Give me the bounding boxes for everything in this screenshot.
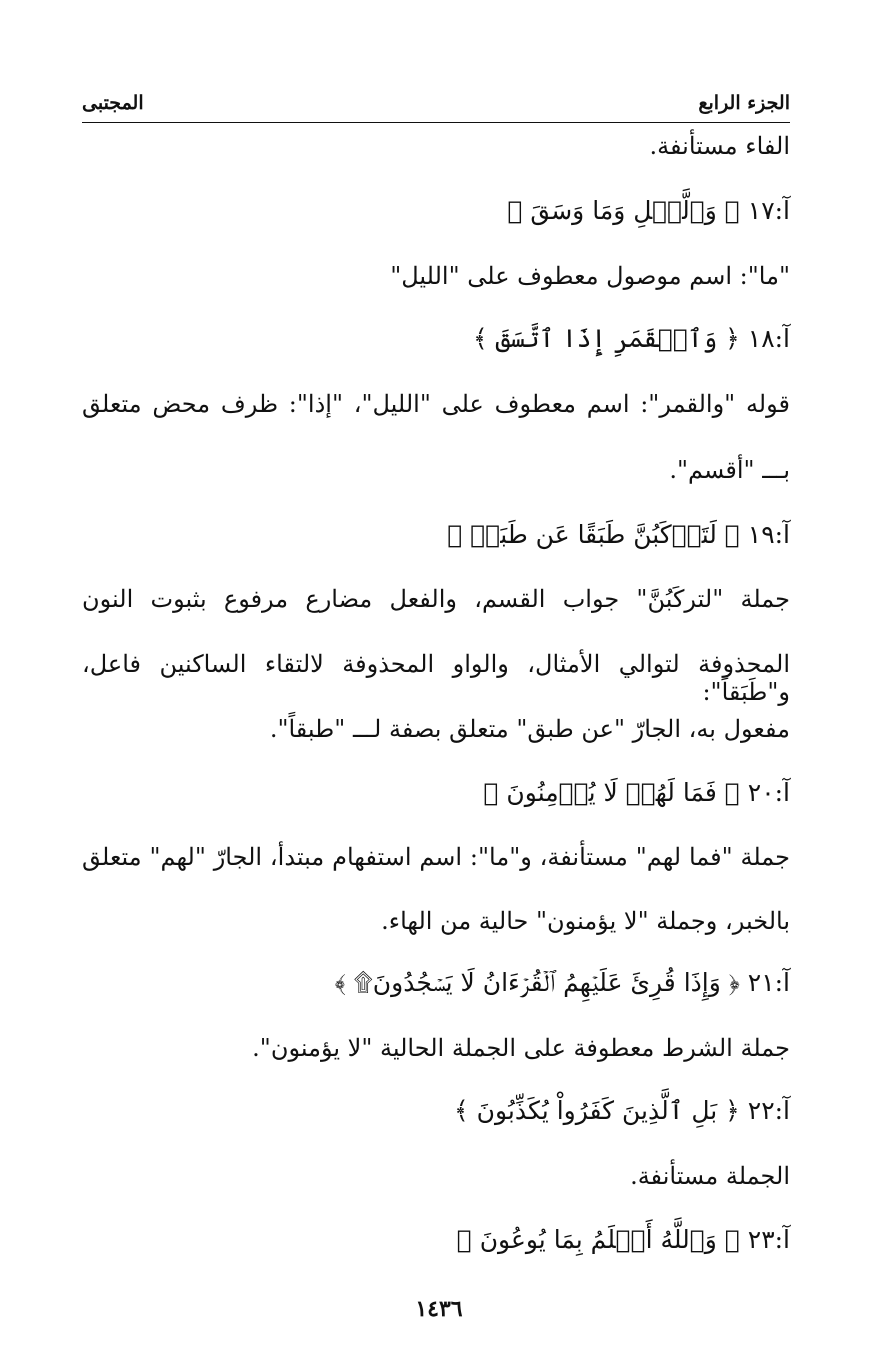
verse-line: آ:١٧ ﴿ وَٱلَّيۡلِ وَمَا وَسَقَ ﴾ xyxy=(507,196,790,225)
text-line: "ما": اسم موصول معطوف على "الليل" xyxy=(390,262,790,290)
verse-line: آ:٢١ ﴿ وَإِذَا قُرِئَ عَلَيۡهِمُ ٱلۡقُرۡءَانُ لَا يَسۡجُدُونَ۩ ﴾ xyxy=(334,968,790,997)
text-line: جملة "فما لهم" مستأنفة، و"ما": اسم استفهام مبتدأ، الجارّ "لهم" متعلق xyxy=(82,843,790,871)
text-line: جملة الشرط معطوفة على الجملة الحالية "لا يؤمنون". xyxy=(252,1034,790,1062)
running-header xyxy=(82,92,790,123)
text-line: مفعول به، الجارّ "عن طبق" متعلق بصفة لـــ "طبقاً". xyxy=(269,715,790,743)
text-line: بالخبر، وجملة "لا يؤمنون" حالية من الهاء. xyxy=(381,907,790,935)
text-line: الفاء مستأنفة. xyxy=(649,132,790,160)
page-number: ١٤٣٦ xyxy=(415,1296,463,1322)
verse-line: آ:٢٢ ﴿ بَلِ ٱلَّذِينَ كَفَرُواْ يُكَذِّبُونَ ﴾ xyxy=(454,1096,790,1125)
part-title: الجزء الرابع xyxy=(698,92,790,114)
text-line: قوله "والقمر": اسم معطوف على "الليل"، "إذا": ظرف محض متعلق xyxy=(82,390,790,418)
text-line: الجملة مستأنفة. xyxy=(630,1162,790,1190)
verse-line: آ:١٨ ﴿ وَٱلۡقَمَرِ إِذَا ٱتَّسَقَ ﴾ xyxy=(472,324,790,353)
text-line: جملة "لتركَبُنَّ" جواب القسم، والفعل مضارع مرفوع بثبوت النون xyxy=(82,585,790,613)
verse-line: آ:٢٠ ﴿ فَمَا لَهُمۡ لَا يُؤۡمِنُونَ ﴾ xyxy=(483,778,790,807)
text-line: المحذوفة لتوالي الأمثال، والواو المحذوفة لالتقاء الساكنين فاعل، و"طَبَقاً": xyxy=(82,650,791,706)
verse-line: آ:٢٣ ﴿ وَٱللَّهُ أَعۡلَمُ بِمَا يُوعُونَ ﴾ xyxy=(456,1225,790,1254)
text-line: بـــ "أقسم". xyxy=(669,456,790,484)
verse-line: آ:١٩ ﴿ لَتَرۡكَبُنَّ طَبَقًا عَن طَبَقٖ ﴾ xyxy=(447,520,790,549)
book-title: المجتبى xyxy=(82,92,144,114)
